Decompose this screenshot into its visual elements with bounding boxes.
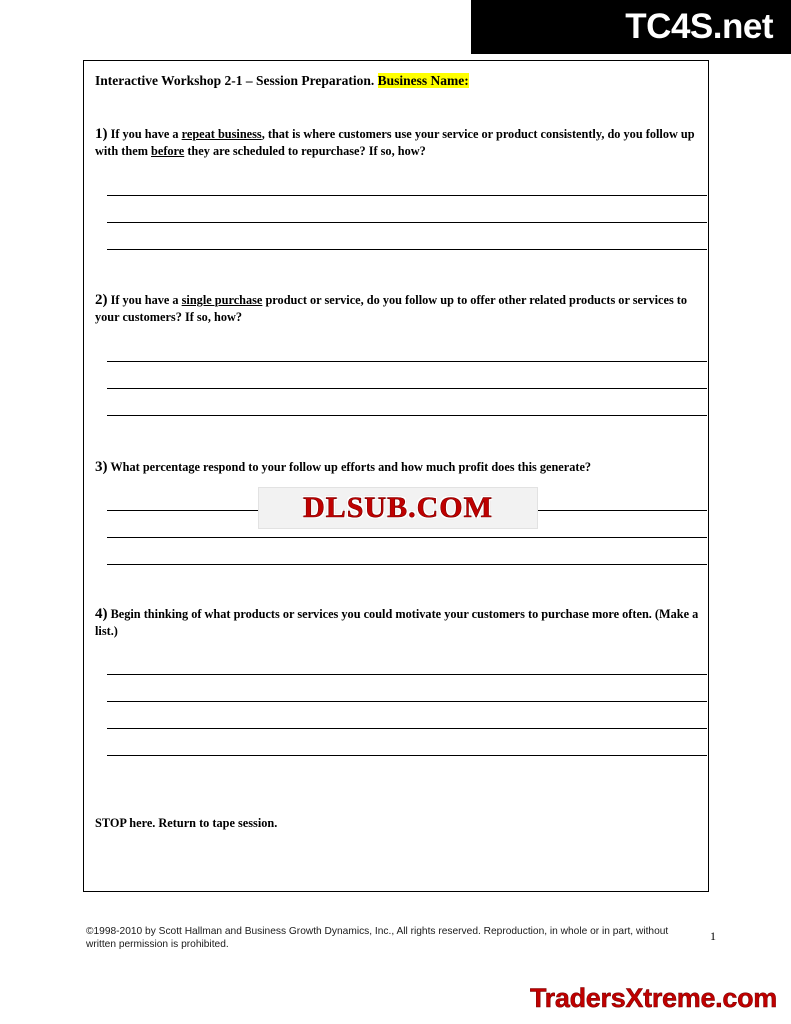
question-block-1 — [95, 126, 699, 159]
watermark-overlay — [258, 487, 538, 529]
question-1-number: 1) — [95, 126, 108, 142]
answer-lines-2 — [107, 361, 711, 416]
answer-line[interactable] — [107, 755, 707, 756]
answer-line[interactable] — [107, 388, 707, 389]
answer-line[interactable] — [107, 674, 707, 675]
answer-line[interactable] — [107, 537, 707, 538]
bottom-brand-logo: TradersXtreme.com — [529, 983, 777, 1013]
question-block-3 — [95, 459, 699, 476]
answer-lines-4 — [107, 674, 711, 756]
site-brand-logo: TC4S.net — [625, 7, 773, 46]
question-2-part-2: single purchase — [181, 293, 263, 307]
answer-line[interactable] — [107, 701, 707, 702]
question-3-number: 3) — [95, 459, 108, 475]
answer-line[interactable] — [107, 361, 707, 362]
question-1-part-2: repeat business — [181, 127, 262, 141]
answer-line[interactable] — [107, 195, 707, 196]
answer-line[interactable] — [107, 728, 707, 729]
question-block-2 — [95, 292, 699, 325]
business-name-highlight: Business Name: — [377, 73, 469, 88]
question-1-part-5: they are scheduled to repurchase? If so, how? — [184, 143, 426, 158]
question-2-part-1: If you have a — [110, 293, 182, 307]
page-number: 1 — [710, 929, 716, 943]
question-4-text — [95, 606, 699, 639]
answer-line[interactable] — [107, 249, 707, 250]
page-title-text: Interactive Workshop 2-1 – Session Preparation. — [95, 73, 375, 88]
top-banner — [0, 0, 791, 54]
question-3-part-1: What percentage respond to your follow up efforts and how much profit does this generate? — [110, 460, 592, 474]
answer-line[interactable] — [107, 564, 707, 565]
answer-line[interactable] — [107, 415, 707, 416]
question-2-text — [95, 292, 699, 325]
answer-line[interactable] — [107, 222, 707, 223]
question-4-part-1: Begin thinking of what products or services you could motivate your customers to purchase more often. (Make a list.) — [95, 607, 699, 638]
footer-copyright: ©1998-2010 by Scott Hallman and Business Growth Dynamics, Inc., All rights reserved. Reproduction, in whole or in part, without written permission is prohibited. — [86, 926, 669, 950]
question-1-text — [95, 126, 699, 159]
question-3-text — [95, 459, 699, 476]
answer-lines-1 — [107, 195, 711, 250]
stop-note: STOP here. Return to tape session. — [95, 816, 278, 830]
question-block-4 — [95, 606, 699, 639]
question-1-part-3: , that is where customers use your service or product consistently, do you follow up with them — [95, 127, 695, 158]
question-1-part-1: If you have a — [110, 127, 182, 141]
question-1-part-4: before — [151, 143, 185, 158]
page-title — [95, 73, 469, 89]
question-2-number: 2) — [95, 292, 108, 308]
question-4-number: 4) — [95, 606, 108, 622]
worksheet-page — [83, 60, 709, 892]
watermark-text: DLSUB.COM — [303, 491, 493, 524]
question-2-part-3: product or service, do you follow up to offer other related products or services to your customers? If so, how? — [95, 293, 688, 324]
